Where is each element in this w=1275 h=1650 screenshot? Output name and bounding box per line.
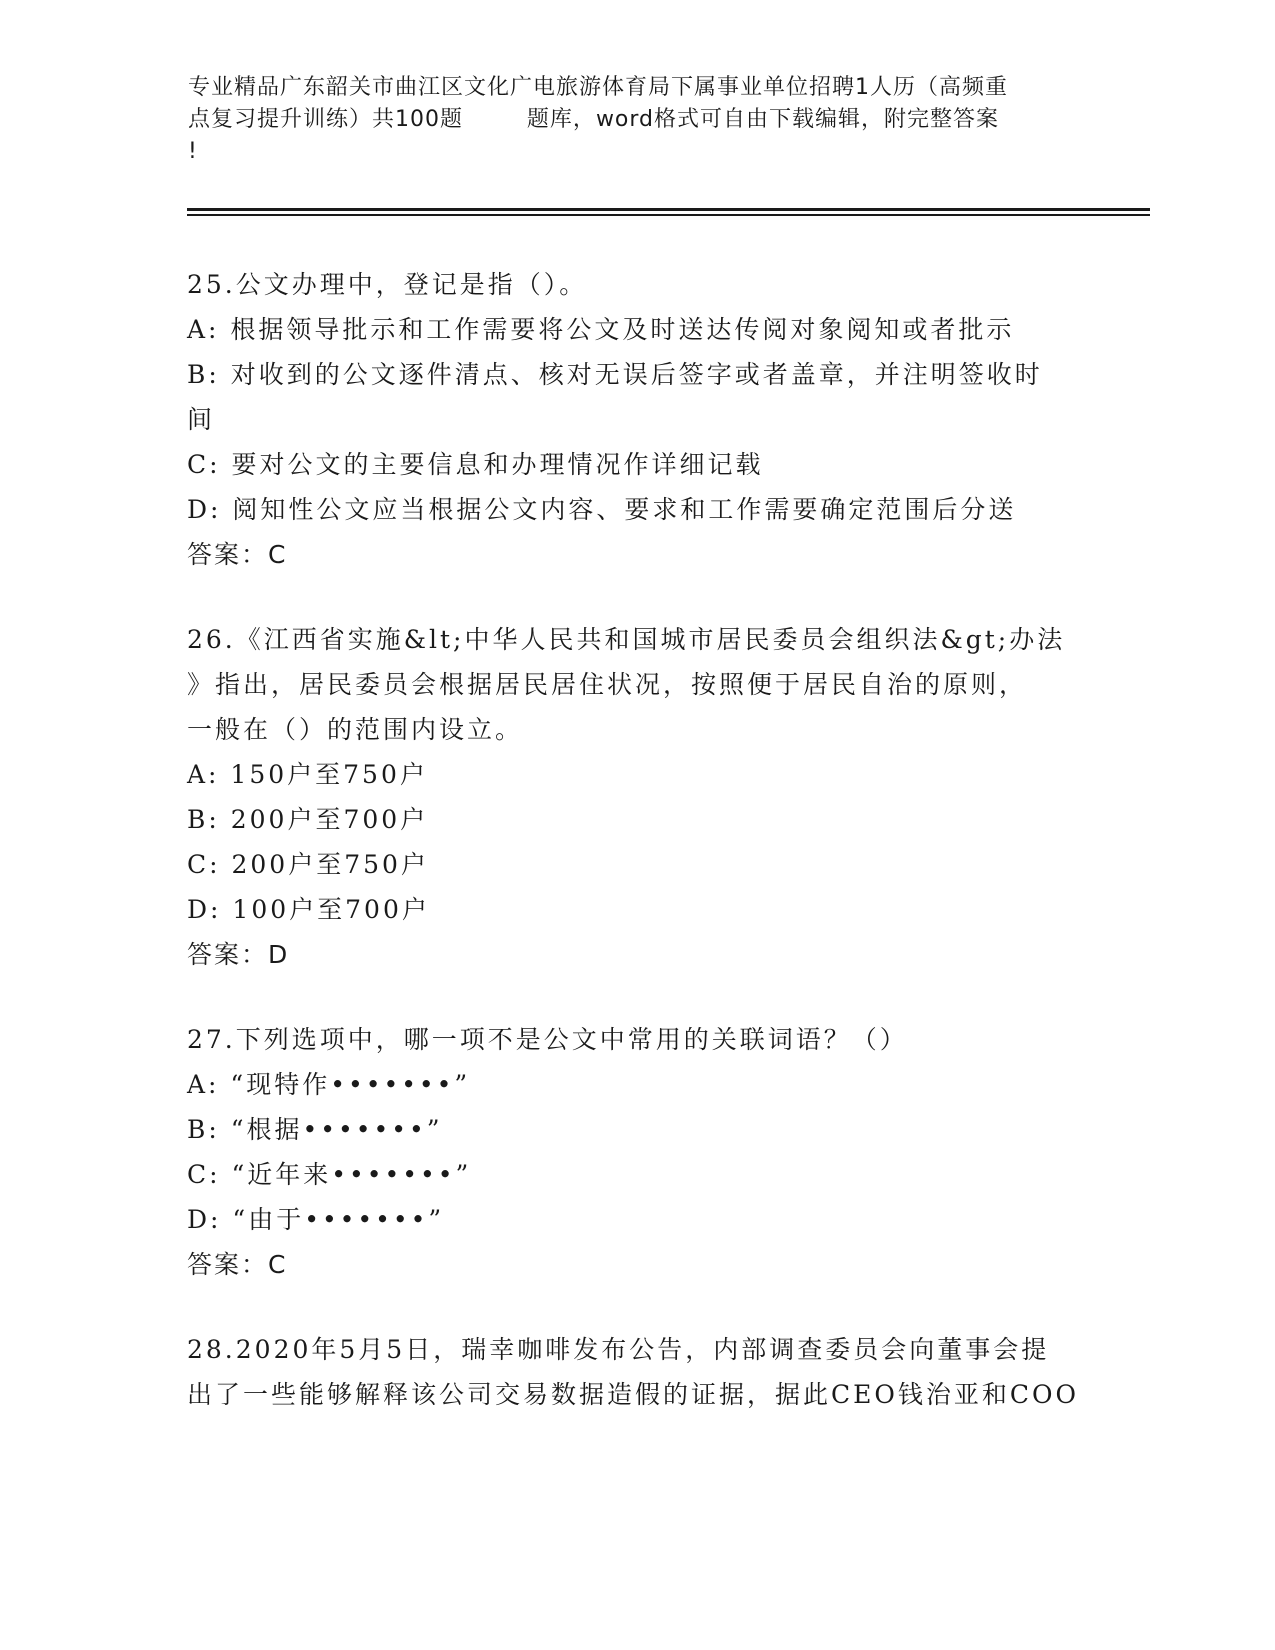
option-c: C: 要对公文的主要信息和办理情况作详细记载 [187, 450, 764, 479]
question-stem: 26.《江西省实施&lt;中华人民共和国城市居民委员会组织法&gt;办法 [187, 625, 1066, 654]
header-divider-thick [187, 208, 1150, 211]
question-spacer [187, 577, 1087, 617]
question-25 [187, 262, 1087, 577]
option-c: C: 200户至750户 [187, 850, 429, 879]
question-stem-continued: 出了一些能够解释该公司交易数据造假的证据，据此CEO钱治亚和COO [187, 1380, 1079, 1409]
option-d: D: “由于•••••••” [187, 1205, 445, 1234]
header-title-line-3: ! [188, 139, 198, 164]
option-d: D: 100户至700户 [187, 895, 430, 924]
question-stem-continued: 》指出，居民委员会根据居民居住状况，按照便于居民自治的原则， [187, 670, 1028, 699]
option-a: A: 150户至750户 [187, 760, 428, 789]
answer-label: 答案：C [187, 540, 288, 569]
option-a: A: 根据领导批示和工作需要将公文及时送达传阅对象阅知或者批示 [187, 315, 1015, 344]
option-a: A: “现特作•••••••” [187, 1070, 471, 1099]
header-divider-thin [187, 214, 1150, 216]
header-title-line-2: 点复习提升训练）共100题 题库，word格式可自由下载编辑，附完整答案 [188, 107, 1000, 132]
question-stem: 28.2020年5月5日，瑞幸咖啡发布公告，内部调查委员会向董事会提 [187, 1335, 1050, 1364]
document-header [188, 72, 1088, 168]
option-b: B: 对收到的公文逐件清点、核对无误后签字或者盖章，并注明签收时 [187, 360, 1043, 389]
answer-label: 答案：C [187, 1250, 288, 1279]
option-d: D: 阅知性公文应当根据公文内容、要求和工作需要确定范围后分送 [187, 495, 1017, 524]
question-spacer [187, 977, 1087, 1017]
question-stem-continued: 一般在（）的范围内设立。 [187, 715, 524, 744]
question-27 [187, 1017, 1087, 1287]
header-title-line-1: 专业精品广东韶关市曲江区文化广电旅游体育局下属事业单位招聘1人历（高频重 [188, 75, 1008, 100]
answer-label: 答案：D [187, 940, 290, 969]
question-list [187, 262, 1087, 1417]
question-26 [187, 617, 1087, 977]
question-stem: 25.公文办理中，登记是指（）。 [187, 270, 588, 299]
option-b: B: “根据•••••••” [187, 1115, 443, 1144]
option-c: C: “近年来•••••••” [187, 1160, 472, 1189]
option-b-continued: 间 [187, 405, 216, 434]
question-stem: 27.下列选项中，哪一项不是公文中常用的关联词语？（） [187, 1025, 908, 1054]
option-b: B: 200户至700户 [187, 805, 429, 834]
question-spacer [187, 1287, 1087, 1327]
question-28 [187, 1327, 1087, 1417]
